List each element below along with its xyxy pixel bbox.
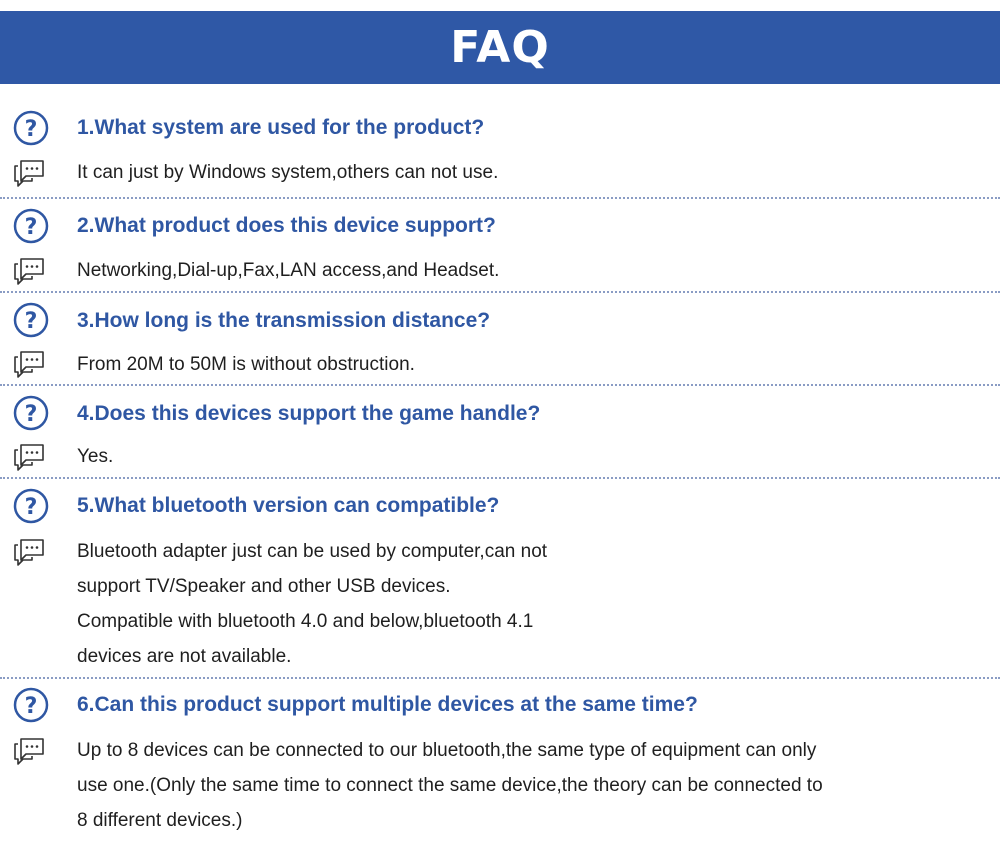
faq-question-5: 5.What bluetooth version can compatible? [77, 494, 500, 517]
answer-line: Bluetooth adapter just can be used by computer,can not [77, 541, 548, 562]
chat-bubble-icon [12, 347, 46, 379]
answer-line: use one.(Only the same time to connect the same device,the theory can be connected to [77, 775, 823, 796]
faq-question-1: 1.What system are used for the product? [77, 116, 485, 139]
divider [0, 477, 1000, 479]
answer-line: 8 different devices.) [77, 810, 243, 831]
svg-text:?: ? [24, 117, 38, 142]
chat-bubble-icon [12, 440, 46, 472]
answer-line: It can just by Windows system,others can not use. [77, 162, 499, 183]
question-circle-icon [13, 110, 49, 146]
svg-text:?: ? [24, 495, 38, 520]
faq-question-4: 4.Does this devices support the game handle? [77, 402, 541, 425]
faq-answer-1 [77, 155, 498, 190]
chat-bubble-icon [12, 156, 46, 188]
divider [0, 384, 1000, 386]
svg-text:?: ? [24, 215, 38, 240]
faq-answer-5 [77, 534, 547, 674]
answer-line: From 20M to 50M is without obstruction. [77, 354, 415, 375]
svg-text:?: ? [24, 309, 38, 334]
chat-bubble-icon [12, 734, 46, 766]
svg-text:?: ? [24, 694, 38, 719]
question-circle-icon [13, 687, 49, 723]
answer-line: Up to 8 devices can be connected to our bluetooth,the same type of equipment can only [77, 740, 817, 761]
faq-answer-3 [77, 347, 415, 382]
divider [0, 677, 1000, 679]
divider [0, 291, 1000, 293]
question-circle-icon [13, 395, 49, 431]
question-circle-icon [13, 208, 49, 244]
answer-line: support TV/Speaker and other USB devices. [77, 576, 451, 597]
question-circle-icon [13, 488, 49, 524]
faq-question-6: 6.Can this product support multiple devices at the same time? [77, 693, 698, 716]
chat-bubble-icon [12, 535, 46, 567]
faq-answer-4 [77, 439, 113, 474]
faq-question-2: 2.What product does this device support? [77, 214, 496, 237]
answer-line: Yes. [77, 446, 114, 467]
answer-line: Networking,Dial-up,Fax,LAN access,and Headset. [77, 260, 500, 281]
divider [0, 197, 1000, 199]
faq-answer-2 [77, 253, 499, 288]
answer-line: devices are not available. [77, 646, 292, 667]
answer-line: Compatible with bluetooth 4.0 and below,bluetooth 4.1 [77, 611, 534, 632]
faq-banner [0, 11, 1000, 84]
svg-text:?: ? [24, 402, 38, 427]
chat-bubble-icon [12, 254, 46, 286]
question-circle-icon [13, 302, 49, 338]
page-title: FAQ [450, 22, 550, 73]
faq-answer-6 [77, 733, 823, 838]
faq-question-3: 3.How long is the transmission distance? [77, 309, 491, 332]
